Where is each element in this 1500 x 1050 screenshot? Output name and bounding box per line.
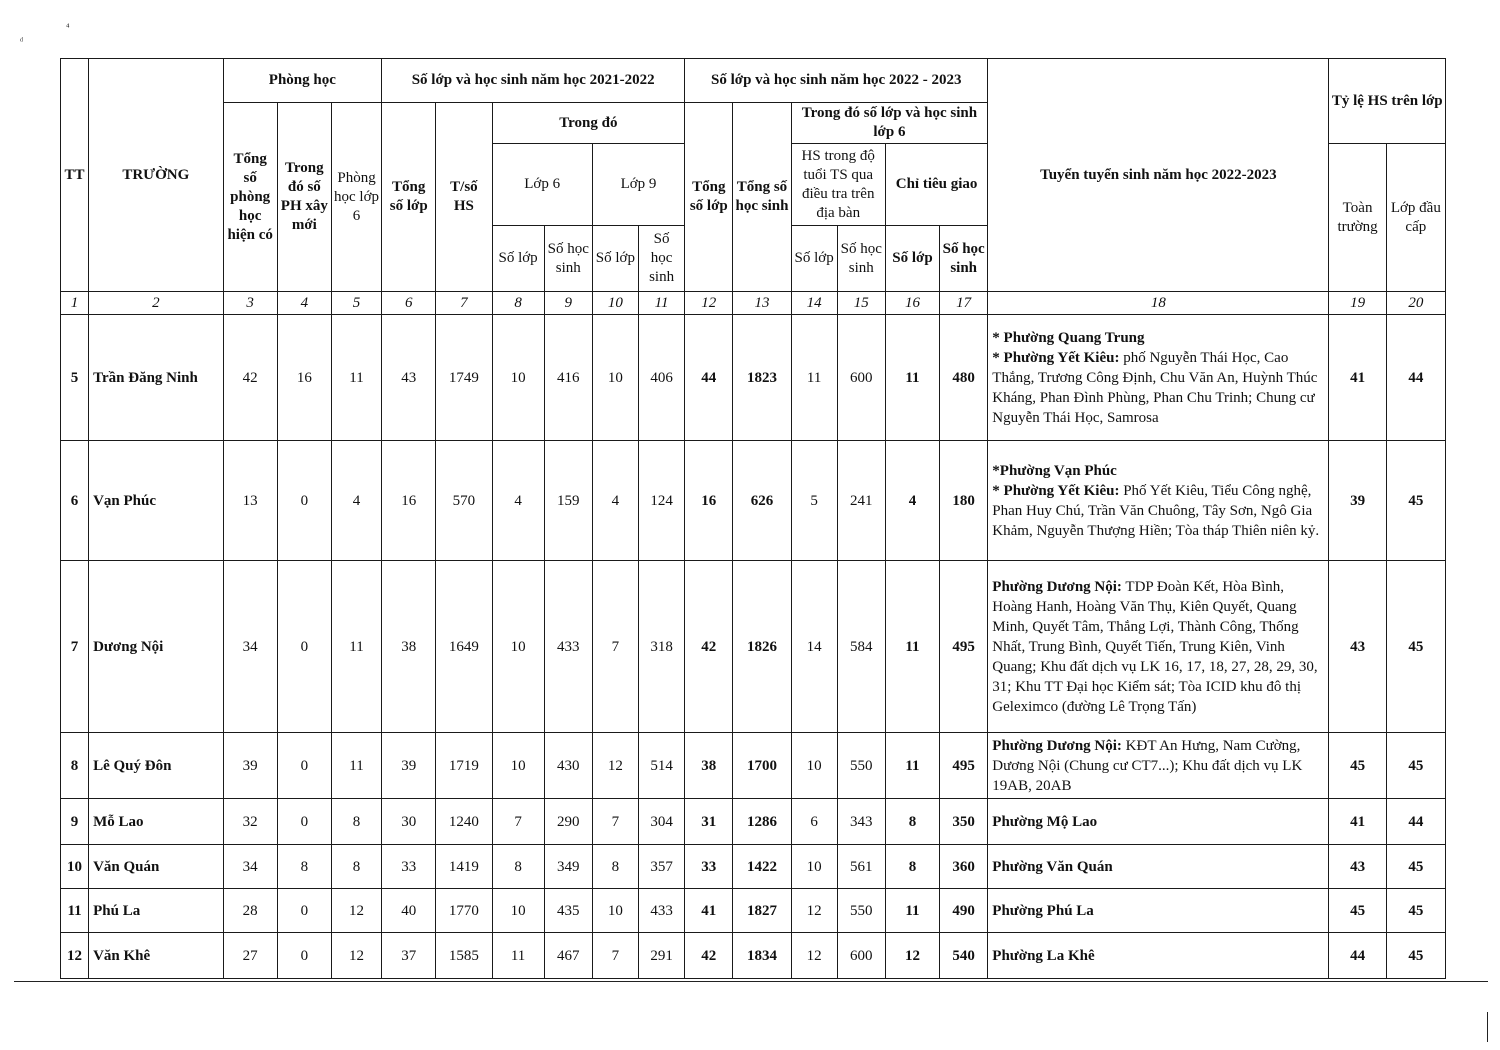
header-nam-2021: Số lớp và học sinh năm học 2021-2022	[382, 59, 685, 103]
header-lop9: Lớp 9	[592, 144, 684, 226]
new-rooms: 0	[277, 733, 331, 799]
column-index: 10	[592, 292, 638, 315]
age-classes: 6	[791, 799, 837, 845]
row-number: 10	[61, 845, 89, 889]
students-2022: 1826	[733, 561, 791, 733]
students-2022: 626	[733, 441, 791, 561]
enrollment-area	[988, 733, 1329, 799]
page-edge-mark	[1487, 1012, 1488, 1042]
area-segment	[992, 577, 1324, 717]
column-index: 1	[61, 292, 89, 315]
grade9-students-2021: 357	[638, 845, 684, 889]
table-row	[61, 933, 1446, 979]
quota-classes: 11	[885, 733, 939, 799]
enrollment-area	[988, 845, 1329, 889]
ratio-grade6: 45	[1386, 845, 1445, 889]
area-label: Phường Phú La	[992, 902, 1094, 919]
school-name: Mỗ Lao	[89, 799, 223, 845]
area-label: Phường Dương Nội:	[992, 578, 1122, 595]
scan-mark: ᵈ	[20, 36, 24, 47]
classes-2022: 41	[685, 889, 733, 933]
new-rooms: 0	[277, 933, 331, 979]
students-2021: 1770	[436, 889, 492, 933]
enrollment-area	[988, 889, 1329, 933]
age-classes: 11	[791, 315, 837, 441]
column-index: 7	[436, 292, 492, 315]
column-index: 5	[331, 292, 381, 315]
area-label: * Phường Yết Kiêu:	[992, 349, 1120, 366]
ratio-grade6: 44	[1386, 799, 1445, 845]
grade6-rooms: 12	[331, 889, 381, 933]
header-ts-hs: T/số HS	[436, 103, 492, 292]
school-name: Văn Khê	[89, 933, 223, 979]
header-so-hoc-sinh: Số học sinh	[544, 226, 592, 292]
total-rooms: 42	[223, 315, 277, 441]
column-index: 6	[382, 292, 436, 315]
column-index: 3	[223, 292, 277, 315]
column-index: 15	[837, 292, 885, 315]
grade6-rooms: 11	[331, 315, 381, 441]
header-ph-xay-moi: Trong đó số PH xây mới	[277, 103, 331, 292]
total-rooms: 28	[223, 889, 277, 933]
table-row	[61, 561, 1446, 733]
classes-2022: 33	[685, 845, 733, 889]
quota-classes: 11	[885, 561, 939, 733]
classes-2021: 16	[382, 441, 436, 561]
school-name: Vạn Phúc	[89, 441, 223, 561]
grade9-classes-2021: 7	[592, 933, 638, 979]
area-segment	[992, 946, 1324, 966]
grade9-classes-2021: 12	[592, 733, 638, 799]
header-so-hoc-sinh: Số học sinh	[837, 226, 885, 292]
ratio-school: 45	[1329, 889, 1386, 933]
grade9-students-2021: 406	[638, 315, 684, 441]
students-2021: 1649	[436, 561, 492, 733]
school-name: Dương Nội	[89, 561, 223, 733]
quota-classes: 12	[885, 933, 939, 979]
grade6-classes-2021: 7	[492, 799, 544, 845]
total-rooms: 13	[223, 441, 277, 561]
ratio-school: 41	[1329, 799, 1386, 845]
page-bottom-rule	[14, 981, 1488, 982]
enrollment-area	[988, 441, 1329, 561]
grade6-rooms: 8	[331, 799, 381, 845]
total-rooms: 27	[223, 933, 277, 979]
age-students: 600	[837, 933, 885, 979]
grade6-students-2021: 349	[544, 845, 592, 889]
quota-students: 360	[940, 845, 988, 889]
classes-2021: 43	[382, 315, 436, 441]
classes-2021: 37	[382, 933, 436, 979]
students-2021: 1719	[436, 733, 492, 799]
table-row	[61, 799, 1446, 845]
quota-students: 495	[940, 733, 988, 799]
quota-students: 495	[940, 561, 988, 733]
age-classes: 5	[791, 441, 837, 561]
column-index: 4	[277, 292, 331, 315]
grade6-students-2021: 467	[544, 933, 592, 979]
column-index: 16	[885, 292, 939, 315]
ratio-school: 41	[1329, 315, 1386, 441]
column-index: 17	[940, 292, 988, 315]
quota-students: 490	[940, 889, 988, 933]
enrollment-table-sheet	[60, 58, 1446, 979]
grade6-rooms: 4	[331, 441, 381, 561]
age-classes: 12	[791, 889, 837, 933]
grade6-rooms: 11	[331, 561, 381, 733]
row-number: 12	[61, 933, 89, 979]
header-lop-dau-cap: Lớp đầu cấp	[1386, 144, 1445, 292]
area-text: Phố Yết Kiêu, Tiểu Công nghệ, Phan Huy Chú, Trần Văn Chuông, Tây Sơn, Ngô Gia Khảm, Nguyễn Thượng Hiền; Tòa tháp Thiên niên kỷ.	[992, 482, 1320, 539]
table-row	[61, 845, 1446, 889]
area-text: KĐT An Hưng, Nam Cường, Dương Nội (Chung cư CT7...); Khu đất dịch vụ LK 19AB, 20AB	[992, 737, 1303, 794]
age-students: 584	[837, 561, 885, 733]
table-row	[61, 733, 1446, 799]
quota-classes: 8	[885, 845, 939, 889]
age-students: 343	[837, 799, 885, 845]
row-number: 5	[61, 315, 89, 441]
students-2021: 1419	[436, 845, 492, 889]
header-hs-trong-do-tuoi: HS trong độ tuổi TS qua điều tra trên địa bàn	[791, 144, 885, 226]
students-2022: 1700	[733, 733, 791, 799]
column-index: 11	[638, 292, 684, 315]
area-label: Phường Mộ Lao	[992, 813, 1098, 830]
students-2021: 1240	[436, 799, 492, 845]
header-row-1	[61, 59, 1446, 103]
grade6-students-2021: 290	[544, 799, 592, 845]
header-tong-so-hs-2022: Tổng số học sinh	[733, 103, 791, 292]
column-index-row	[61, 292, 1446, 315]
grade6-classes-2021: 10	[492, 561, 544, 733]
row-number: 8	[61, 733, 89, 799]
grade9-classes-2021: 7	[592, 561, 638, 733]
header-so-hoc-sinh: Số học sinh	[638, 226, 684, 292]
quota-students: 480	[940, 315, 988, 441]
grade6-classes-2021: 4	[492, 441, 544, 561]
grade9-students-2021: 304	[638, 799, 684, 845]
grade6-classes-2021: 11	[492, 933, 544, 979]
header-so-lop: Số lớp	[885, 226, 939, 292]
column-index: 2	[89, 292, 223, 315]
quota-students: 350	[940, 799, 988, 845]
grade9-classes-2021: 7	[592, 799, 638, 845]
ratio-school: 39	[1329, 441, 1386, 561]
quota-students: 180	[940, 441, 988, 561]
table-row	[61, 889, 1446, 933]
column-index: 18	[988, 292, 1329, 315]
grade9-students-2021: 514	[638, 733, 684, 799]
grade6-students-2021: 435	[544, 889, 592, 933]
header-tong-so-lop: Tổng số lớp	[382, 103, 436, 292]
area-label: * Phường Yết Kiêu:	[992, 482, 1120, 499]
school-rows	[61, 315, 1446, 979]
quota-classes: 8	[885, 799, 939, 845]
students-2022: 1834	[733, 933, 791, 979]
new-rooms: 0	[277, 561, 331, 733]
classes-2021: 40	[382, 889, 436, 933]
classes-2021: 38	[382, 561, 436, 733]
new-rooms: 0	[277, 799, 331, 845]
header-trong-do-lop6: Trong đó số lớp và học sinh lớp 6	[791, 103, 988, 144]
total-rooms: 39	[223, 733, 277, 799]
total-rooms: 34	[223, 561, 277, 733]
grade9-students-2021: 291	[638, 933, 684, 979]
classes-2022: 42	[685, 933, 733, 979]
table-row	[61, 315, 1446, 441]
header-tuyen-sinh: Tuyển tuyển sinh năm học 2022-2023	[988, 59, 1329, 292]
area-segment	[992, 901, 1324, 921]
area-segment	[992, 348, 1324, 428]
ratio-grade6: 45	[1386, 733, 1445, 799]
students-2022: 1422	[733, 845, 791, 889]
students-2022: 1823	[733, 315, 791, 441]
row-number: 6	[61, 441, 89, 561]
classes-2022: 38	[685, 733, 733, 799]
students-2021: 570	[436, 441, 492, 561]
age-classes: 10	[791, 845, 837, 889]
row-number: 7	[61, 561, 89, 733]
enrollment-area	[988, 315, 1329, 441]
quota-students: 540	[940, 933, 988, 979]
school-name: Phú La	[89, 889, 223, 933]
school-name: Văn Quán	[89, 845, 223, 889]
grade6-classes-2021: 10	[492, 889, 544, 933]
age-students: 561	[837, 845, 885, 889]
enrollment-area	[988, 933, 1329, 979]
area-segment	[992, 481, 1324, 541]
grade9-classes-2021: 10	[592, 315, 638, 441]
new-rooms: 16	[277, 315, 331, 441]
grade6-students-2021: 416	[544, 315, 592, 441]
header-chi-tieu: Chỉ tiêu giao	[885, 144, 987, 226]
classes-2022: 31	[685, 799, 733, 845]
column-index: 14	[791, 292, 837, 315]
area-segment	[992, 461, 1324, 481]
classes-2021: 30	[382, 799, 436, 845]
new-rooms: 8	[277, 845, 331, 889]
area-text: phố Nguyễn Thái Học, Cao Thắng, Trương Công Định, Chu Văn An, Huỳnh Thúc Kháng, Phan Đình Phùng, Phan Chu Trinh; Chung cư Nguyễn Thái Học, Samrosa	[992, 349, 1318, 426]
area-segment	[992, 736, 1324, 796]
age-students: 550	[837, 733, 885, 799]
area-label: Phường La Khê	[992, 947, 1095, 964]
header-phong-hoc: Phòng học	[223, 59, 382, 103]
ratio-school: 43	[1329, 845, 1386, 889]
ratio-grade6: 45	[1386, 933, 1445, 979]
new-rooms: 0	[277, 889, 331, 933]
header-ty-le: Tỷ lệ HS trên lớp	[1329, 59, 1446, 144]
grade6-classes-2021: 10	[492, 315, 544, 441]
age-students: 241	[837, 441, 885, 561]
scan-mark: ⁴	[66, 22, 70, 33]
column-index: 20	[1386, 292, 1445, 315]
students-2022: 1286	[733, 799, 791, 845]
total-rooms: 32	[223, 799, 277, 845]
classes-2021: 39	[382, 733, 436, 799]
grade6-students-2021: 430	[544, 733, 592, 799]
header-tong-so-lop-2022: Tổng số lớp	[685, 103, 733, 292]
grade9-classes-2021: 8	[592, 845, 638, 889]
enrollment-area	[988, 799, 1329, 845]
header-so-lop: Số lớp	[492, 226, 544, 292]
row-number: 9	[61, 799, 89, 845]
grade9-classes-2021: 10	[592, 889, 638, 933]
quota-classes: 4	[885, 441, 939, 561]
grade9-students-2021: 318	[638, 561, 684, 733]
age-students: 600	[837, 315, 885, 441]
quota-classes: 11	[885, 889, 939, 933]
grade9-students-2021: 433	[638, 889, 684, 933]
grade9-students-2021: 124	[638, 441, 684, 561]
column-index: 8	[492, 292, 544, 315]
header-trong-do: Trong đó	[492, 103, 685, 144]
students-2021: 1749	[436, 315, 492, 441]
area-text: TDP Đoàn Kết, Hòa Bình, Hoàng Hanh, Hoàng Văn Thụ, Kiên Quyết, Quang Minh, Quyết Tâm, Thắng Lợi, Thành Công, Thống Nhất, Trung Bình, Quyết Tiến, Trung Kiên, Vinh Quang; Khu đất dịch vụ LK 16, 17, 18, 27, 28, 29, 30, 31; Khu TT Đại học Kiểm sát; Tòa ICID khu đô thị Geleximco (đường Lê Trọng Tấn)	[992, 578, 1318, 715]
grade9-classes-2021: 4	[592, 441, 638, 561]
ratio-school: 44	[1329, 933, 1386, 979]
header-so-hoc-sinh: Số học sinh	[940, 226, 988, 292]
column-index: 19	[1329, 292, 1386, 315]
classes-2022: 42	[685, 561, 733, 733]
grade6-students-2021: 159	[544, 441, 592, 561]
grade6-classes-2021: 10	[492, 733, 544, 799]
school-name: Trần Đăng Ninh	[89, 315, 223, 441]
enrollment-table	[60, 58, 1446, 979]
column-index: 13	[733, 292, 791, 315]
header-phong-lop6: Phòng học lớp 6	[331, 103, 381, 292]
grade6-rooms: 11	[331, 733, 381, 799]
ratio-grade6: 44	[1386, 315, 1445, 441]
classes-2022: 44	[685, 315, 733, 441]
area-label: * Phường Quang Trung	[992, 329, 1145, 346]
header-so-lop: Số lớp	[791, 226, 837, 292]
students-2021: 1585	[436, 933, 492, 979]
grade6-rooms: 8	[331, 845, 381, 889]
ratio-grade6: 45	[1386, 889, 1445, 933]
ratio-grade6: 45	[1386, 441, 1445, 561]
area-segment	[992, 328, 1324, 348]
header-truong: TRƯỜNG	[89, 59, 223, 292]
header-toan-truong: Toàn trường	[1329, 144, 1386, 292]
area-label: Phường Văn Quán	[992, 858, 1113, 875]
new-rooms: 0	[277, 441, 331, 561]
area-segment	[992, 812, 1324, 832]
area-label: *Phường Vạn Phúc	[992, 462, 1117, 479]
classes-2021: 33	[382, 845, 436, 889]
header-tt: TT	[61, 59, 89, 292]
classes-2022: 16	[685, 441, 733, 561]
grade6-rooms: 12	[331, 933, 381, 979]
table-row	[61, 441, 1446, 561]
area-segment	[992, 857, 1324, 877]
header-lop6: Lớp 6	[492, 144, 592, 226]
grade6-classes-2021: 8	[492, 845, 544, 889]
column-index: 9	[544, 292, 592, 315]
age-students: 550	[837, 889, 885, 933]
row-number: 11	[61, 889, 89, 933]
header-nam-2022: Số lớp và học sinh năm học 2022 - 2023	[685, 59, 988, 103]
age-classes: 10	[791, 733, 837, 799]
students-2022: 1827	[733, 889, 791, 933]
area-label: Phường Dương Nội:	[992, 737, 1122, 754]
total-rooms: 34	[223, 845, 277, 889]
ratio-school: 43	[1329, 561, 1386, 733]
enrollment-area	[988, 561, 1329, 733]
age-classes: 12	[791, 933, 837, 979]
header-tong-so-phong: Tổng số phòng học hiện có	[223, 103, 277, 292]
grade6-students-2021: 433	[544, 561, 592, 733]
school-name: Lê Quý Đôn	[89, 733, 223, 799]
header-so-lop: Số lớp	[592, 226, 638, 292]
ratio-grade6: 45	[1386, 561, 1445, 733]
quota-classes: 11	[885, 315, 939, 441]
column-index: 12	[685, 292, 733, 315]
ratio-school: 45	[1329, 733, 1386, 799]
age-classes: 14	[791, 561, 837, 733]
